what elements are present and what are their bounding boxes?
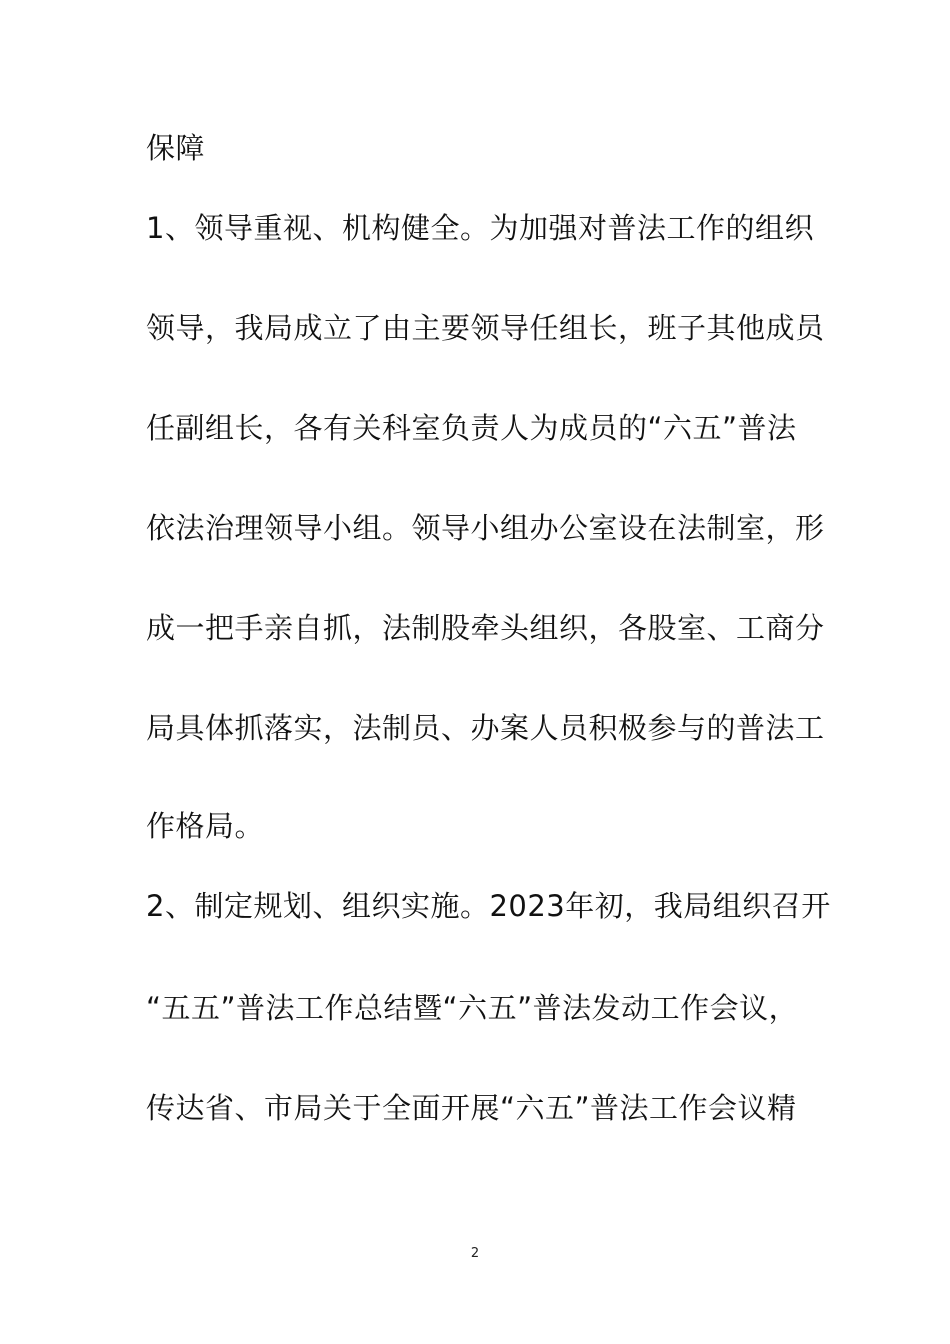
text-line: 1、领导重视、机构健全。为加强对普法工作的组织 bbox=[146, 211, 814, 245]
text-line: 领导，我局成立了由主要领导任组长，班子其他成员 bbox=[146, 311, 825, 345]
text-line: 依法治理领导小组。领导小组办公室设在法制室，形 bbox=[146, 511, 825, 545]
text-line: 局具体抓落实，法制员、办案人员积极参与的普法工 bbox=[146, 711, 825, 745]
text-line: 成一把手亲自抓，法制股牵头组织，各股室、工商分 bbox=[146, 611, 825, 645]
text-line: 保障 bbox=[146, 131, 206, 165]
text-line: 任副组长，各有关科室负责人为成员的“六五”普法 bbox=[146, 411, 797, 445]
text-line: 作格局。 bbox=[146, 809, 265, 843]
text-line: 传达省、市局关于全面开展“六五”普法工作会议精 bbox=[146, 1091, 797, 1125]
text-line: 2、制定规划、组织实施。2023年初，我局组织召开 bbox=[146, 889, 831, 923]
text-line: “五五”普法工作总结暨“六五”普法发动工作会议， bbox=[146, 991, 799, 1025]
page-number: 2 bbox=[470, 1246, 480, 1261]
